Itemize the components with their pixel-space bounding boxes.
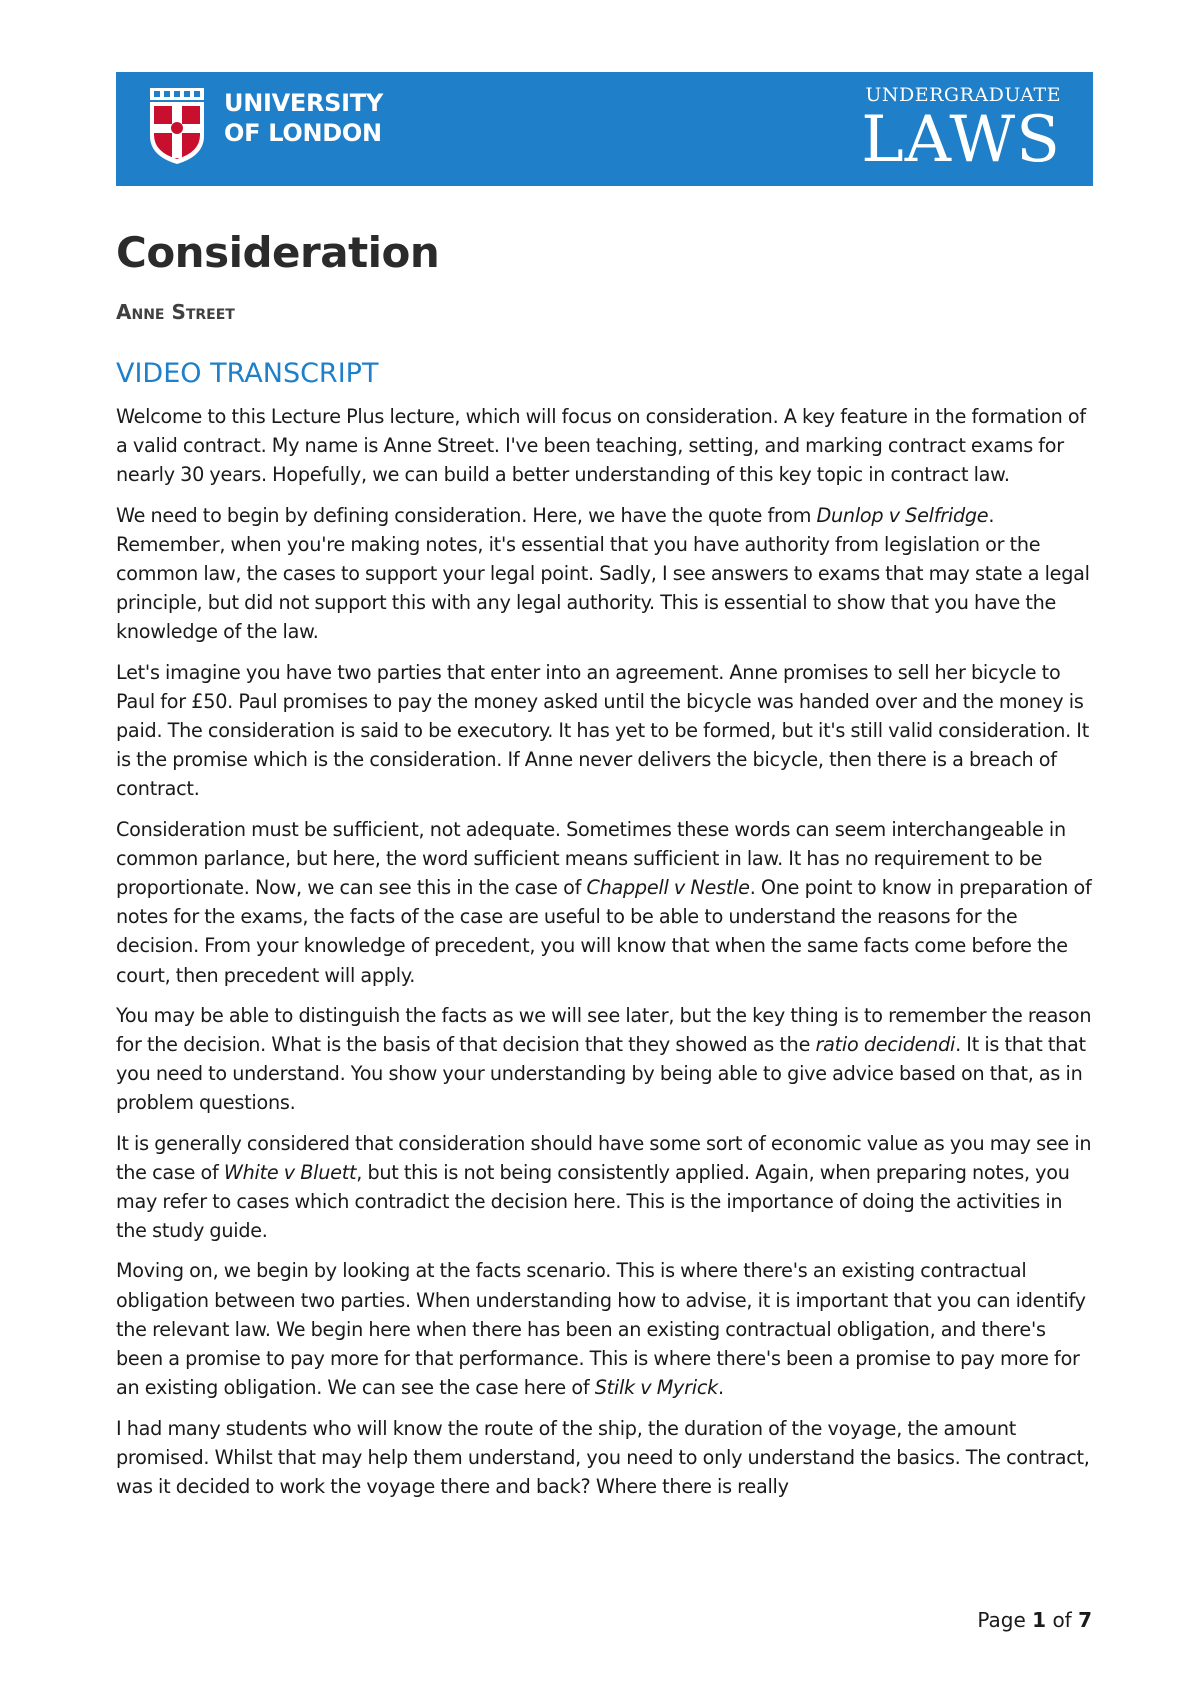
header-banner bbox=[116, 72, 1093, 186]
case-citation: White v Bluett bbox=[223, 1160, 357, 1184]
page-current: 1 bbox=[1032, 1608, 1047, 1632]
programme-label-small: UNDERGRADUATE bbox=[865, 84, 1061, 106]
paragraph-text: Consideration must be sufficient, not adequate. Sometimes these words can seem interchangeable in common parlance, but here, the word sufficient means sufficient in law. It has no requirement to be proportionate. Now, we can see this in the case of bbox=[116, 817, 1066, 900]
section-heading: VIDEO TRANSCRIPT bbox=[116, 358, 379, 389]
latin-term: ratio decidendi bbox=[815, 1033, 956, 1057]
university-name bbox=[224, 88, 383, 148]
case-citation: Dunlop v Selfridge bbox=[816, 503, 989, 527]
paragraph-text: You may be able to distinguish the facts as we will see later, but the key thing is to remember the reason for the decision. What is the basis of that decision that they showed as the bbox=[116, 1003, 1092, 1057]
paragraph-text: , but this is not being consistently applied. Again, when preparing notes, you may refer to cases which contradict the decision here. This is the importance of doing the activities in the study guide. bbox=[116, 1160, 1070, 1243]
page-total: 7 bbox=[1078, 1608, 1092, 1632]
transcript-paragraph bbox=[116, 658, 1094, 804]
transcript-body bbox=[116, 402, 1094, 1512]
paragraph-text: . bbox=[718, 1376, 724, 1400]
paragraph-text: Welcome to this Lecture Plus lecture, which will focus on consideration. A key feature in the formation of a valid contract. My name is Anne Street. I've been teaching, setting, and marking contract exams for nearly 30 years. Hopefully, we can build a better understanding of this key topic in contract law. bbox=[116, 405, 1086, 487]
paragraph-text: Let's imagine you have two parties that enter into an agreement. Anne promises to sell her bicycle to Paul for £50. Paul promises to pay the money asked until the bicycle was handed over and the money is paid. The consideration is said to be executory. It has yet to be formed, but it's still valid consideration. It is the promise which is the consideration. If Anne never delivers the bicycle, then there is a breach of contract. bbox=[116, 660, 1089, 801]
transcript-paragraph bbox=[116, 1414, 1094, 1502]
programme-label-large: LAWS bbox=[861, 103, 1061, 177]
paragraph-text: . It is that that you need to understand. You show your understanding by being able to give advice based on that, as in problem questions. bbox=[116, 1033, 1086, 1115]
case-citation: Stilk v Myrick bbox=[594, 1376, 719, 1400]
transcript-paragraph bbox=[116, 501, 1094, 647]
page-number bbox=[977, 1608, 1092, 1632]
paragraph-text: . Remember, when you're making notes, it's essential that you have authority from legislation or the common law, the cases to support your legal point. Sadly, I see answers to exams that may state a legal principle, but did not support this with any legal authority. This is essential to show that you have the knowledge of the law. bbox=[116, 503, 1090, 644]
transcript-paragraph bbox=[116, 402, 1094, 490]
paragraph-text: I had many students who will know the route of the ship, the duration of the voyage, the amount promised. Whilst that may help them understand, you need to only understand the basics. The contract, was it decided to work the voyage there and back? Where there is really bbox=[116, 1416, 1090, 1498]
paragraph-text: Moving on, we begin by looking at the facts scenario. This is where there's an existing contractual obligation between two parties. When understanding how to advise, it is important that you can identify the relevant law. We begin here when there has been an existing contractual obligation, and there's been a promise to pay more for that performance. This is where there's been a promise to pay more for an existing obligation. We can see the case here of bbox=[116, 1259, 1086, 1400]
document-title: Consideration bbox=[116, 228, 440, 277]
page-word: Page bbox=[977, 1608, 1026, 1632]
transcript-paragraph bbox=[116, 815, 1094, 990]
author-name: Anne Street bbox=[116, 300, 235, 324]
university-name-line1: UNIVERSITY bbox=[224, 89, 383, 117]
case-citation: Chappell v Nestle bbox=[586, 876, 750, 900]
transcript-paragraph bbox=[116, 1001, 1094, 1118]
transcript-paragraph bbox=[116, 1256, 1094, 1402]
transcript-paragraph bbox=[116, 1129, 1094, 1246]
paragraph-text: . One point to know in preparation of notes for the exams, the facts of the case are useful to be able to understand the reasons for the decision. From your knowledge of precedent, you will know that when the same facts come before the court, then precedent will apply. bbox=[116, 876, 1092, 987]
paragraph-text: It is generally considered that consideration should have some sort of economic value as you may see in the case of bbox=[116, 1131, 1092, 1184]
of-word: of bbox=[1052, 1608, 1072, 1632]
university-crest-icon bbox=[148, 86, 206, 166]
paragraph-text: We need to begin by defining consideration. Here, we have the quote from bbox=[116, 503, 817, 527]
university-name-line2: OF LONDON bbox=[224, 119, 382, 147]
